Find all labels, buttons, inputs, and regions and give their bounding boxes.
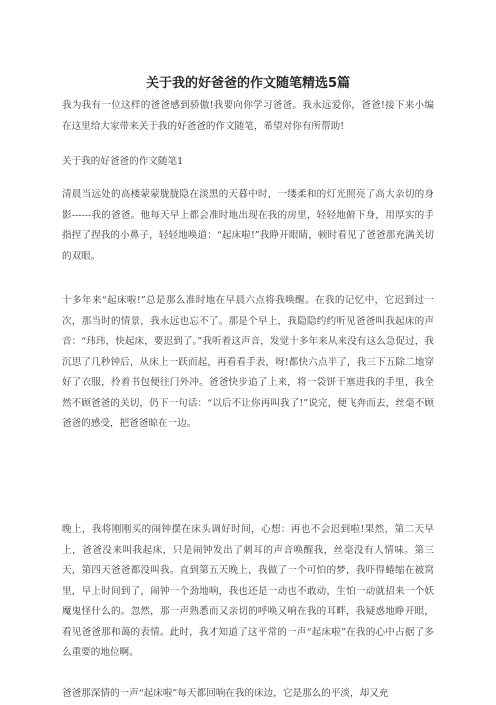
document-title: 关于我的好爸爸的作文随笔精选5篇 <box>145 76 351 91</box>
intro-paragraph: 我为我有一位这样的爸爸感到骄傲!我要向你学习爸爸。我永远爱你，爸爸!接下来小编在这里给大家带来关于我的好爸爸的作文随笔，希望对你有所帮助! <box>62 100 434 132</box>
body-paragraph: 清晨当远处的高楼蒙蒙胧胧隐在淡黑的天暮中时，一缕柔和的灯光照亮了高大亲切的身影------我的爸爸。他每天早上都会准时地出现在我的房里，轻轻地俯下身，用厚实的手指捏了捏我的小鼻子，轻轻地唤道：“起床啦!”我睁开眼睛，顿时看见了爸爸那充满关切的双眼。 <box>62 189 434 262</box>
body-paragraph: 爸爸那深情的一声“起床啦”每天都回响在我的床边，它是那么的平淡，却又充 <box>62 688 389 699</box>
body-paragraph: 晚上，我将刚刚买的闹钟摆在床头调好时间，心想：再也不会迟到啦!果然，第二天早上，爸爸没来叫我起床，只是闹钟发出了刺耳的声音唤醒我，丝毫没有人情味。第三天，第四天爸爸都没叫我。直到第五天晚上，我做了一个可怕的梦，我吓得蜷缩在被窝里，早上时间到了，闹钟一个劲地响，我也还是一动也不敢动，生怕一动就招来一个妖魔鬼怪什么的。忽然，那一声熟悉而又亲切的呼唤又响在我的耳畔，我疑惑地睁开眼，看见爸爸那和蔼的表情。此时，我才知道了这平常的一声“起床啦”在我的心中占据了多么重要的地位啊。 <box>62 524 434 658</box>
body-paragraph: 十多年来“起床啦!”总是那么准时地在早晨六点将我唤醒。在我的记忆中，它迟到过一次，那当时的情景，我永远也忘不了。那是个早上，我隐隐约约听见爸爸叫我起床的声音：“玮玮，快起床，要迟到了。”我听着这声音，发觉十多年来从来没有这么急促过，我沉思了几秒钟后，从床上一跃而起，再看看手表，呀!都快六点半了，我三下五除二地穿好了衣服，拎着书包便往门外冲。爸爸快步追了上来，将一袋饼干塞进我的手里，我全然不顾爸爸的关切，仍下一句话：“以后不让你再叫我了!”说完，便飞奔而去，丝毫不顾爸爸的感受，把爸爸晾在一边。 <box>62 295 434 429</box>
section-subtitle: 关于我的好爸爸的作文随笔1 <box>62 156 184 167</box>
